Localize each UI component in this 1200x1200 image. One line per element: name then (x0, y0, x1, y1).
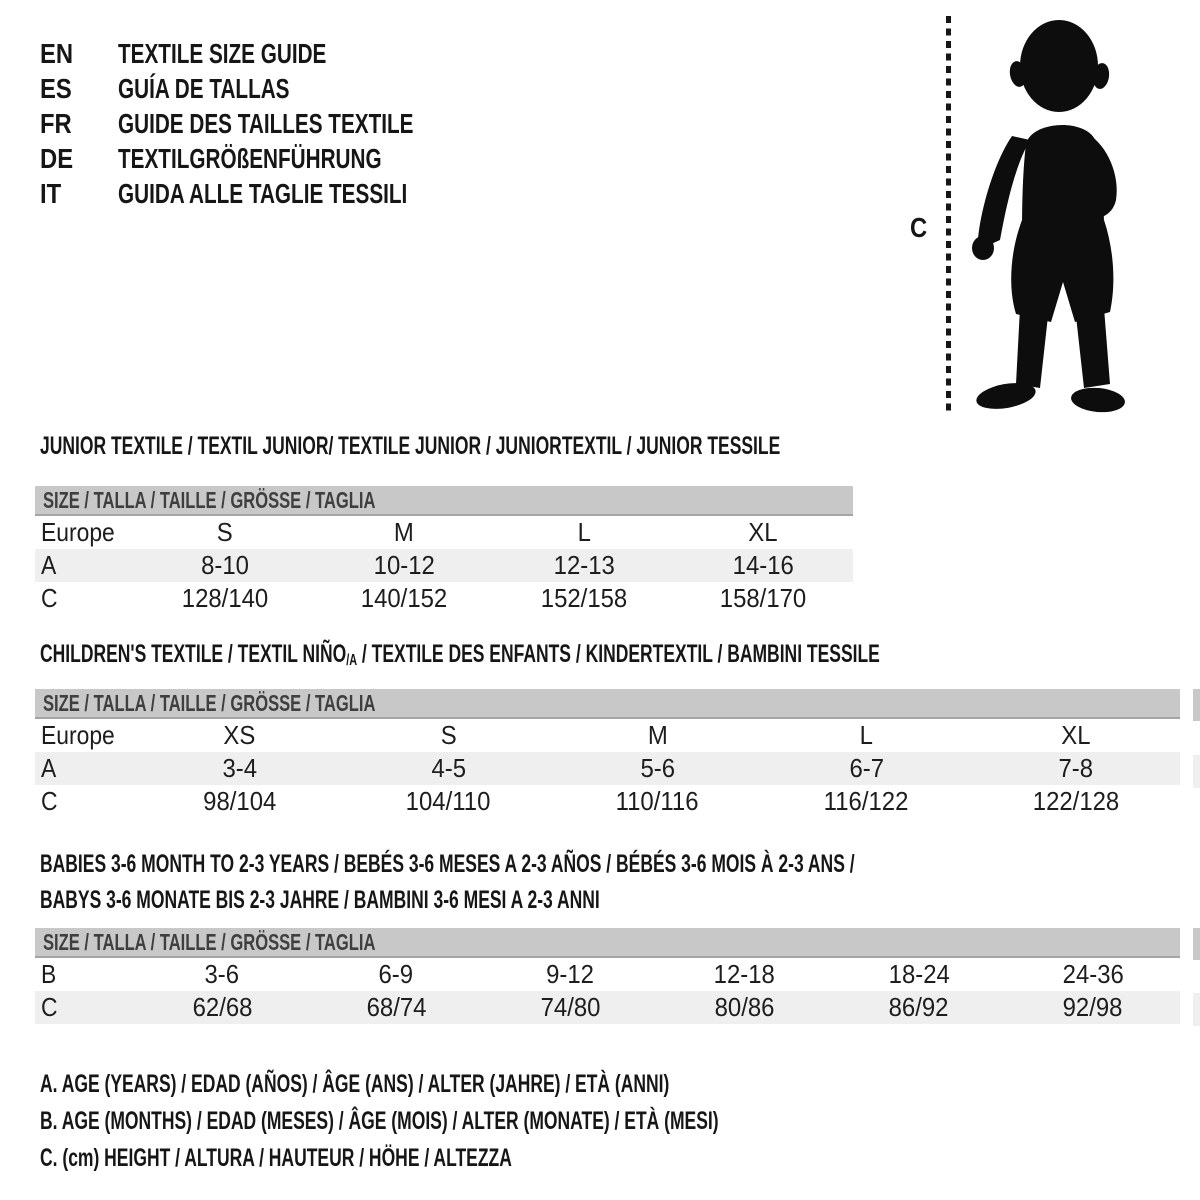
babies-size-table (35, 928, 1180, 1024)
table-edge-sliver (1193, 928, 1200, 960)
size-cell: L (859, 720, 874, 750)
language-row-fr (40, 106, 517, 141)
size-header-label: SIZE / TALLA / TAILLE / GRÖSSE / TAGLIA (43, 689, 376, 716)
table-row-age-years (35, 752, 1180, 785)
language-title-list (40, 36, 517, 211)
table-row-height-cm (35, 991, 1180, 1024)
size-header-bar (35, 486, 853, 516)
row-label: A (41, 550, 57, 580)
height-cell: 74/80 (540, 992, 601, 1022)
age-cell: 5-6 (640, 753, 675, 783)
language-code: IT (40, 178, 62, 209)
row-label: C (41, 786, 58, 816)
age-cell: 8-10 (200, 550, 249, 580)
language-code: FR (40, 108, 72, 139)
age-cell: 4-5 (431, 753, 466, 783)
height-cell: 128/140 (181, 583, 268, 613)
age-cell: 18-24 (888, 959, 950, 989)
junior-size-table (35, 486, 853, 615)
age-cell: 14-16 (732, 550, 794, 580)
height-cell: 80/86 (714, 992, 775, 1022)
height-dotted-line (946, 16, 951, 416)
height-cell: 158/170 (720, 583, 807, 613)
language-row-de (40, 141, 517, 176)
height-cell: 68/74 (366, 992, 427, 1022)
legend-age-years: A. AGE (YEARS) / EDAD (AÑOS) / ÂGE (ANS) / ALTER (JAHRE) / ETÀ (ANNI) (40, 1070, 670, 1098)
table-row-height-cm (35, 582, 853, 615)
junior-section-heading: JUNIOR TEXTILE / TEXTIL JUNIOR/ TEXTILE JUNIOR / JUNIORTEXTIL / JUNIOR TESSILE (40, 432, 781, 460)
age-cell: 12-13 (553, 550, 615, 580)
table-row-height-cm (35, 785, 1180, 818)
height-measure-label: C (910, 212, 928, 243)
age-cell: 12-18 (714, 959, 776, 989)
size-header-label: SIZE / TALLA / TAILLE / GRÖSSE / TAGLIA (43, 928, 376, 955)
legend-height-cm: C. (cm) HEIGHT / ALTURA / HAUTEUR / HÖHE / ALTEZZA (40, 1144, 512, 1172)
table-row-age-years (35, 549, 853, 582)
row-label: B (41, 959, 57, 989)
age-cell: 6-7 (849, 753, 884, 783)
language-row-en (40, 36, 517, 71)
table-row-europe (35, 719, 1180, 752)
size-cell: S (440, 720, 457, 750)
language-row-es (40, 71, 517, 106)
size-cell: S (216, 517, 233, 547)
table-edge-sliver (1193, 993, 1200, 1026)
height-cell: 98/104 (202, 786, 277, 816)
guide-title-de: TEXTILGRÖßENFÜHRUNG (118, 143, 382, 174)
size-header-bar (35, 689, 1180, 719)
age-cell: 6-9 (378, 959, 414, 989)
row-label: Europe (41, 517, 115, 547)
size-cell: XL (1060, 720, 1091, 750)
table-row-age-months (35, 958, 1180, 991)
size-cell: XS (223, 720, 256, 750)
age-cell: 3-6 (204, 959, 240, 989)
children-section-heading: CHILDREN'S TEXTILE / TEXTIL NIÑO/A / TEXTILE DES ENFANTS / KINDERTEXTIL / BAMBINI TESSILE (40, 640, 880, 669)
language-code: EN (40, 38, 74, 69)
language-code: DE (40, 143, 74, 174)
baby-silhouette-icon (966, 16, 1138, 418)
age-cell: 24-36 (1062, 959, 1124, 989)
table-row-europe (35, 516, 853, 549)
size-header-bar (35, 928, 1180, 958)
size-cell: M (394, 517, 415, 547)
height-cell: 110/116 (616, 786, 699, 816)
size-cell: M (647, 720, 668, 750)
age-cell: 9-12 (546, 959, 595, 989)
guide-title-it: GUIDA ALLE TAGLIE TESSILI (118, 178, 408, 209)
height-cell: 62/68 (192, 992, 253, 1022)
age-cell: 7-8 (1058, 753, 1093, 783)
age-cell: 10-12 (373, 550, 435, 580)
row-label: C (41, 992, 58, 1022)
age-cell: 3-4 (222, 753, 257, 783)
height-cell: 152/158 (540, 583, 627, 613)
height-cell: 122/128 (1032, 786, 1119, 816)
height-cell: 116/122 (824, 786, 909, 816)
language-code: ES (40, 73, 72, 104)
children-size-table (35, 689, 1180, 818)
babies-section-heading-line2: BABYS 3-6 MONATE BIS 2-3 JAHRE / BAMBINI 3-6 MESI A 2-3 ANNI (40, 886, 600, 914)
height-cell: 86/92 (888, 992, 949, 1022)
row-label: A (41, 753, 57, 783)
babies-section-heading-line1: BABIES 3-6 MONTH TO 2-3 YEARS / BEBÉS 3-6 MESES A 2-3 AÑOS / BÉBÉS 3-6 MOIS À 2-3 ANS / (40, 850, 855, 878)
legend-age-months: B. AGE (MONTHS) / EDAD (MESES) / ÂGE (MOIS) / ALTER (MONATE) / ETÀ (MESI) (40, 1107, 719, 1135)
language-row-it (40, 176, 517, 211)
guide-title-en: TEXTILE SIZE GUIDE (118, 38, 327, 69)
row-label: C (41, 583, 58, 613)
row-label: Europe (41, 720, 115, 750)
guide-title-es: GUÍA DE TALLAS (118, 73, 290, 104)
size-cell: XL (748, 517, 778, 547)
height-cell: 140/152 (361, 583, 448, 613)
guide-title-fr: GUIDE DES TAILLES TEXTILE (118, 108, 414, 139)
height-cell: 92/98 (1063, 992, 1123, 1022)
size-header-label: SIZE / TALLA / TAILLE / GRÖSSE / TAGLIA (43, 486, 376, 513)
height-cell: 104/110 (406, 786, 491, 816)
size-cell: L (577, 517, 591, 547)
table-edge-sliver (1193, 755, 1200, 788)
table-edge-sliver (1193, 689, 1200, 721)
